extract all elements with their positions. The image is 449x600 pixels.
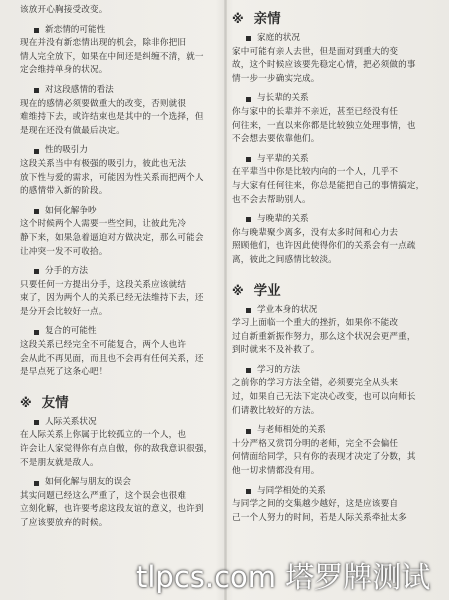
bullet-square-icon (246, 489, 251, 494)
body-text-line: 到时就来不及补救了。 (232, 345, 320, 356)
section-mark-icon: ※ (232, 283, 244, 298)
section-title: 友情 (41, 394, 69, 411)
topic-heading (232, 304, 432, 318)
spacer (20, 380, 225, 390)
topic-title: 对这段感情的看法 (45, 84, 114, 95)
topic-heading (20, 265, 225, 279)
body-text-line: 这段关系已经完全不可能复合，两个人也许 (20, 340, 187, 351)
body-text-line: 你与家中的长辈并不亲近，甚至已经没有任 (232, 106, 399, 117)
topic-title: 与长辈的关系 (257, 93, 309, 104)
topic-title: 新恋情的可能性 (45, 24, 106, 35)
body-text-line: 情一步一步确实完成。 (232, 73, 320, 84)
body-text-line: 只要任何一方提出分手，这段关系应该就结 (20, 279, 187, 290)
section-heading (232, 282, 432, 301)
body-text-line: 不是朋友就是敌人。 (20, 457, 99, 468)
body-text-line: 也不会去帮助别人。 (232, 194, 311, 205)
body-text-line: 该放开心胸接受改变。 (20, 5, 108, 15)
topic-heading (20, 476, 225, 490)
body-text-line: 之前你的学习方法全错，必须要完全从头来 (232, 378, 399, 389)
section-heading (20, 394, 225, 413)
body-text-line: 现在并没有新恋情出现的机会，除非你把旧 (20, 38, 187, 49)
topic-heading (232, 364, 432, 378)
body-text-line: 放下性与爱的需求，可能因为性关系而把两个人 (20, 172, 204, 183)
body-text-line: 束了，因为两个人的关系已经无法维持下去，还 (20, 293, 204, 304)
topic-title: 人际关系状况 (45, 416, 97, 427)
body-text-line: 是现在还没有做最后决定。 (20, 125, 125, 136)
body-text-line: 会从此不再见面，而且也不会再有任何关系，还 (20, 353, 204, 364)
body-text-line: 与大家有任何往来，你总是能把自己的事情搞定， (232, 180, 425, 191)
topic-title: 学习的方法 (257, 364, 300, 375)
topic-title: 与平辈的关系 (257, 153, 309, 164)
body-text-line: 你与晚辈聚少离多，没有太多时间和心力去 (232, 227, 399, 238)
bullet-square-icon (34, 149, 39, 154)
bullet-square-icon (246, 217, 251, 222)
topic-heading (20, 144, 225, 158)
topic-title: 如何化解争吵 (45, 205, 97, 216)
topic-heading (232, 92, 432, 106)
bullet-square-icon (246, 308, 251, 313)
body-text-line: 学习上面临一个重大的挫折，如果你不能改 (232, 318, 399, 329)
section-title: 亲情 (253, 11, 281, 27)
spacer (232, 268, 432, 278)
topic-title: 与老师相处的关系 (257, 425, 326, 436)
bullet-square-icon (246, 97, 251, 102)
body-text-line: 让冲突一发不可收拾。 (20, 246, 108, 257)
bullet-square-icon (246, 36, 251, 41)
body-text-line: 过，如果自己无法下定决心改变，也可以向师长 (232, 392, 416, 403)
section-heading (232, 10, 432, 29)
body-text-line: 情人完全放下，如果在中间还是纠缠不清，就一 (20, 51, 204, 62)
bullet-square-icon (246, 429, 251, 434)
topic-heading (232, 485, 432, 499)
body-text-line: 在平辈当中你是比较内向的一个人，几乎不 (232, 167, 399, 178)
topic-heading (232, 32, 432, 46)
bullet-square-icon (34, 269, 39, 274)
topic-heading (232, 213, 432, 227)
bullet-square-icon (246, 157, 251, 162)
topic-title: 家庭的状况 (257, 33, 300, 43)
bullet-square-icon (34, 209, 39, 214)
right-column (232, 0, 432, 525)
left-column (20, 0, 225, 531)
body-text-line: 何情面给同学，只有你的表现才决定了分数，其 (232, 452, 416, 463)
body-text-line: 的感情带入新的阶段。 (20, 186, 108, 197)
body-text-line: 与同学之间的交集越少越好，这是应该要自 (232, 499, 399, 510)
body-text-line: 照顾他们，也许因此使得你们的关系会有一点疏 (232, 241, 416, 252)
body-text-line: 其实问题已经这么严重了，这个误会也很难 (20, 490, 187, 501)
section-title: 学业 (253, 282, 281, 299)
body-text-line: 定会维持单身的状况。 (20, 65, 108, 76)
topic-title: 与晚辈的关系 (257, 214, 309, 225)
body-text-line: 离，彼此之间感情比较淡。 (232, 254, 337, 265)
body-text-line: 过自新重新振作努力，那么这个状况会更严重， (232, 331, 416, 342)
body-text-line: 是分开会比较好一点。 (20, 306, 108, 317)
body-text-line: 是早点死了这条心吧！ (20, 367, 108, 378)
bullet-square-icon (34, 330, 39, 335)
body-text-line: 何往来，一直以来你都是比较独立处理事情，也 (232, 120, 416, 131)
body-text-line: 己一个人努力的时间，若是人际关系牵扯太多 (232, 512, 407, 523)
topic-title: 学业本身的状况 (257, 304, 318, 315)
body-text-line: 现在的感情必须要做重大的改变，否则就很 (20, 98, 187, 109)
bullet-square-icon (34, 481, 39, 486)
topic-title: 复合的可能性 (45, 326, 97, 337)
topic-title: 性的吸引力 (45, 145, 88, 156)
topic-heading (20, 416, 225, 430)
bullet-square-icon (246, 368, 251, 373)
body-text-line: 们请教比较好的方法。 (232, 405, 320, 416)
topic-heading (20, 325, 225, 339)
topic-heading (20, 205, 225, 219)
topic-title: 如何化解与朋友的误会 (45, 477, 131, 488)
bullet-square-icon (34, 88, 39, 93)
body-text-line: 在人际关系上你属于比较孤立的一个人，也 (20, 430, 187, 441)
body-text-line: 他一切求情都没有用。 (232, 466, 320, 477)
topic-heading (20, 84, 225, 98)
body-text-line: 不会想去要依靠他们。 (232, 134, 320, 145)
body-text-line: 难维持下去，或许结束也是其中的一个选择，但 (20, 112, 204, 123)
body-text-line: 许会让人家觉得你有点自傲，你的敌我意识很强， (20, 444, 213, 455)
topic-heading (232, 424, 432, 438)
topic-title: 与同学相处的关系 (257, 485, 326, 496)
body-text-line: 故，这个时候应该要先稳定心情，把必须做的事 (232, 60, 416, 71)
body-text-line: 家中可能有亲人去世，但是面对到重大的变 (232, 46, 399, 57)
body-text-line: 静下来，如果急着逼迫对方做决定，那么可能会 (20, 232, 204, 243)
bullet-square-icon (34, 420, 39, 425)
topic-title: 分手的方法 (45, 266, 88, 277)
body-text-line: 十分严格又赏罚分明的老师，完全不会偏任 (232, 438, 399, 449)
section-mark-icon: ※ (232, 12, 244, 26)
section-mark-icon: ※ (20, 395, 32, 410)
bullet-square-icon (34, 28, 39, 33)
topic-heading (20, 24, 225, 38)
body-text-line: 立刻化解，也许要考虑这段友谊的意义，也许到 (20, 504, 204, 515)
topic-heading (232, 153, 432, 167)
body-text-line: 这个时候两个人需要一些空间，让彼此先冷 (20, 219, 187, 230)
body-text-line: 了应该要放弃的时候。 (20, 518, 108, 528)
body-text-line: 这段关系当中有极强的吸引力，彼此也无法 (20, 158, 187, 169)
watermark: tlpcs.com 塔罗牌测试 (136, 560, 431, 594)
